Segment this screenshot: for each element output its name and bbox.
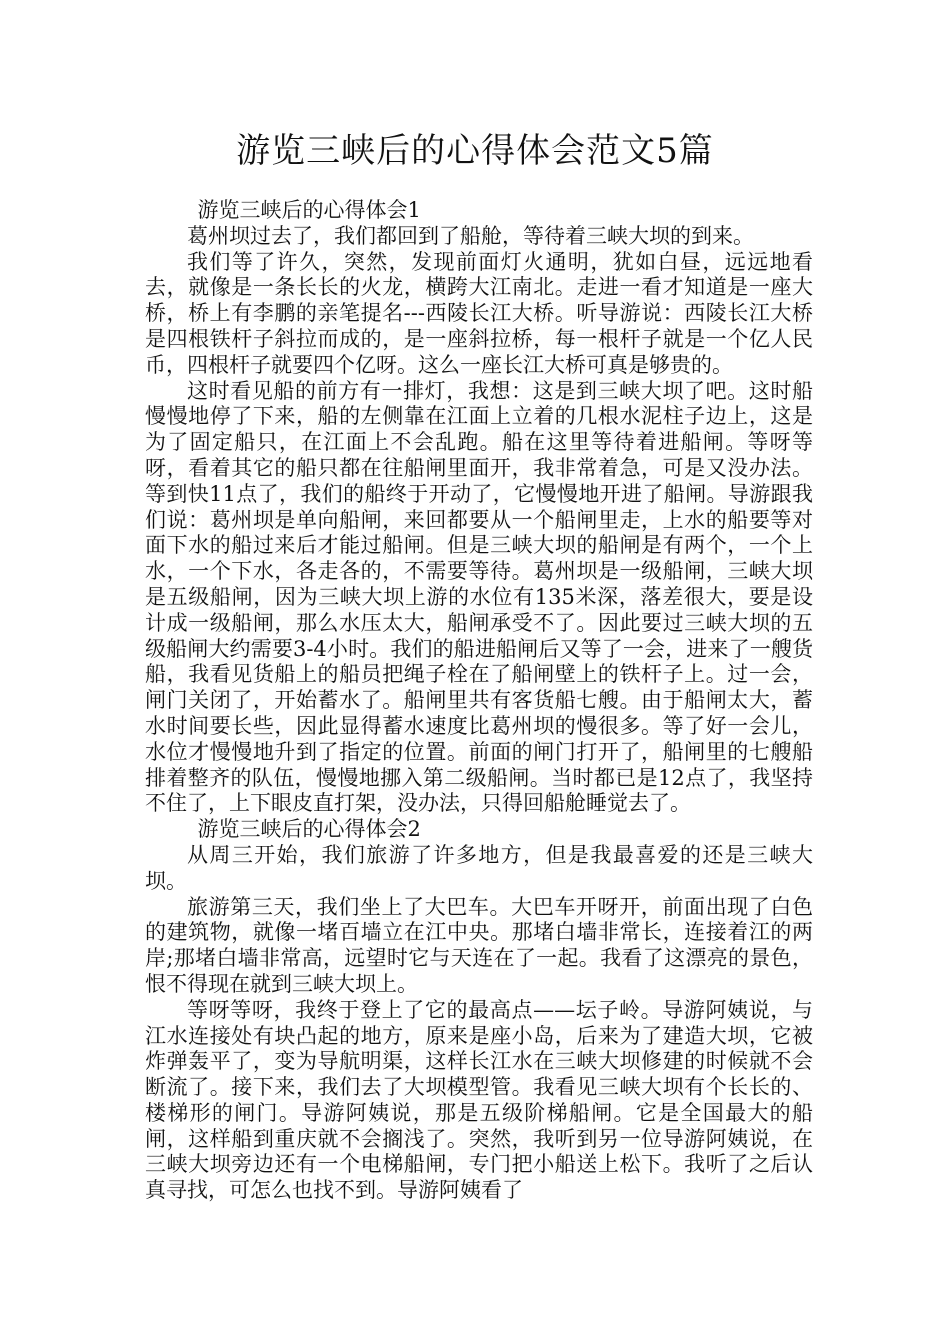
section-heading: 游览三峡后的心得体会2 — [197, 817, 421, 842]
paragraph: 从周三开始，我们旅游了许多地方，但是我最喜爱的还是三峡大坝。 — [145, 842, 813, 893]
paragraph: 我们等了许久，突然，发现前面灯火通明，犹如白昼，远远地看去，就像是一条长长的火龙，横跨大江南北。走进一看才知道是一座大桥，桥上有李鹏的亲笔提名---西陵长江大桥。听导游说：西陵长江大桥是四根铁杆子斜拉而成的，是一座斜拉桥，每一根杆子就是一个亿人民币，四根杆子就要四个亿呀。这么一座长江大桥可真是够贵的。 — [145, 249, 813, 377]
document-title: 游览三峡后的心得体会范文5篇 — [236, 131, 714, 171]
paragraph: 葛州坝过去了，我们都回到了船舱，等待着三峡大坝的到来。 — [187, 223, 754, 248]
paragraph: 这时看见船的前方有一排灯，我想：这是到三峡大坝了吧。这时船慢慢地停了下来，船的左侧靠在江面上立着的几根水泥柱子边上，这是为了固定船只，在江面上不会乱跑。船在这里等待着进船闸。等呀等呀，看着其它的船只都在往船闸里面开，我非常着急，可是又没办法。等到快11点了，我们的船终于开动了，它慢慢地开进了船闸。导游跟我们说：葛州坝是单向船闸，来回都要从一个船闸里走，上水的船要等对面下水的船过来后才能过船闸。但是三峡大坝的船闸是有两个，一个上水，一个下水，各走各的，不需要等待。葛州坝是一级船闸，三峡大坝是五级船闸，因为三峡大坝上游的水位有135米深，落差很大，要是设计成一级船闸，那么水压太大，船闸承受不了。因此要过三峡大坝的五级船闸大约需要3-4小时。我们的船进船闸后又等了一会，进来了一艘货船，我看见货船上的船员把绳子栓在了船闸壁上的铁杆子上。过一会，闸门关闭了，开始蓄水了。船闸里共有客货船七艘。由于船闸太大，蓄水时间要长些，因此显得蓄水速度比葛州坝的慢很多。等了好一会儿，水位才慢慢地升到了指定的位置。前面的闸门打开了，船闸里的七艘船排着整齐的队伍，慢慢地挪入第二级船闸。当时都已是12点了，我坚持不住了，上下眼皮直打架，没办法，只得回船舱睡觉去了。 — [145, 378, 813, 816]
paragraph: 等呀等呀，我终于登上了它的最高点——坛子岭。导游阿姨说，与江水连接处有块凸起的地方，原来是座小岛，后来为了建造大坝，它被炸弹轰平了，变为导航明渠，这样长江水在三峡大坝修建的时候就不会断流了。接下来，我们去了大坝模型管。我看见三峡大坝有个长长的、楼梯形的闸门。导游阿姨说，那是五级阶梯船闸。它是全国最大的船闸，这样船到重庆就不会搁浅了。突然，我听到另一位导游阿姨说，在三峡大坝旁边还有一个电梯船闸，专门把小船送上松下。我听了之后认真寻找，可怎么也找不到。导游阿姨看了 — [145, 997, 813, 1203]
section-heading: 游览三峡后的心得体会1 — [197, 198, 421, 222]
paragraph: 旅游第三天，我们坐上了大巴车。大巴车开呀开，前面出现了白色的建筑物，就像一堵百墙立在江中央。那堵白墙非常长，连接着江的两岸;那堵白墙非常高，远望时它与天连在了一起。我看了这漂亮的景色，恨不得现在就到三峡大坝上。 — [145, 894, 813, 996]
document-body — [145, 198, 813, 1204]
